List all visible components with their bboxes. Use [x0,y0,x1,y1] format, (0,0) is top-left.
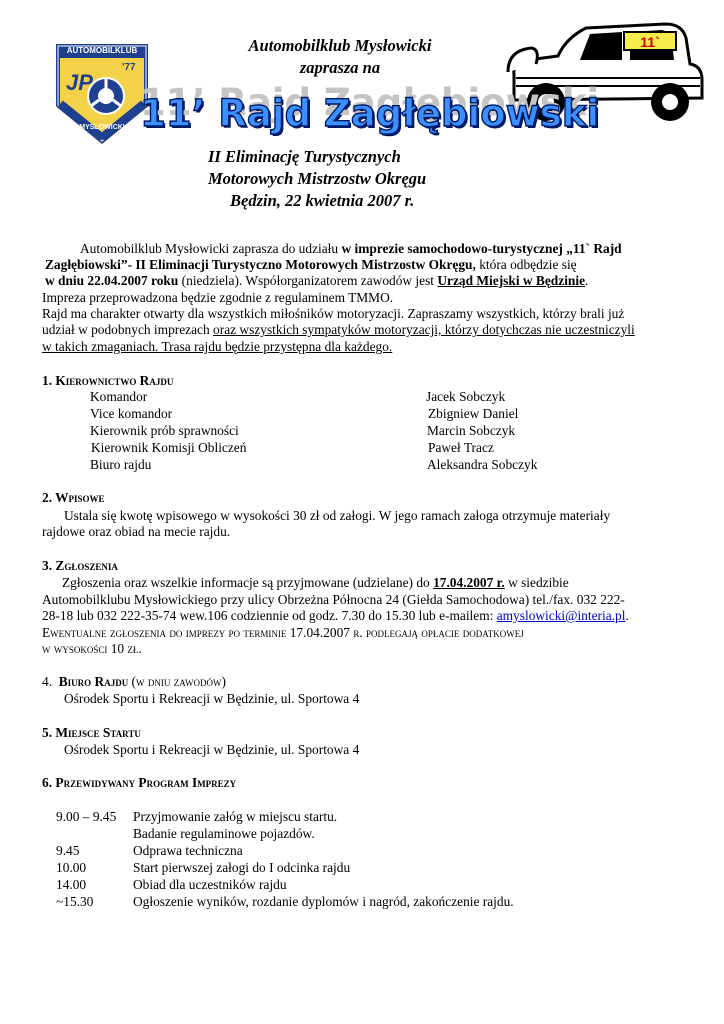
header-sub1: II Eliminację Turystycznych [208,147,401,166]
management-person: Marcin Sobczyk [427,423,516,438]
intro-text: która odbędzie się [475,257,577,272]
management-person: Jacek Sobczyk [426,389,506,404]
email-link[interactable]: amyslowicki@interia.pl [496,608,626,623]
schedule-activity: Badanie regulaminowe pojazdów. [133,826,315,841]
club-logo [56,44,148,144]
header-line2: zaprasza na [299,58,381,77]
intro-text: (niedziela). Współorganizatorem zawodów jest [178,273,438,288]
intro-line3 [45,272,588,289]
management-role: Vice komandor [90,406,173,421]
intro-date: w dniu 22.04.2007 roku [45,273,179,288]
schedule-activity: Ogłoszenie wyników, rozdanie dyplomów i nagród, zakończenie rajdu. [133,894,514,909]
schedule-activity: Przyjmowanie załóg w miejscu startu. [133,809,338,824]
section-2-heading: 2. Wpisowe [42,490,105,505]
schedule-activity: Start pierwszej załogi do I odcinka rajdu [133,860,351,875]
schedule-time: 14.00 [56,877,87,892]
schedule-time: 9.45 [56,843,80,858]
section-3-line1 [62,574,569,591]
logo-ring-text: MYSŁOWICKI [79,124,125,131]
management-role: Komandor [90,389,148,404]
intro-line7: w takich zmaganiach. Trasa rajdu będzie przystępna dla każdego. [42,339,393,354]
section-6-heading: 6. Przewidywany Program Imprezy [42,775,237,790]
header-sub2: Motorowych Mistrzostw Okręgu [208,169,427,188]
logo-year: '77 [122,62,136,73]
section-2-line2: rajdowe oraz obiad na mecie rajdu. [42,524,231,539]
section-3-line5: w wysokości 10 zł. [42,641,142,656]
co-organizer: Urząd Miejski w Będzinie [437,273,586,288]
section-4-title: Biuro Rajdu [58,674,129,689]
section-3-text: 28-18 lub 032 222-35-74 wew.106 codziennie od godz. 7.30 do 15.30 lub e-mailem: [42,608,497,623]
intro-text: udział w podobnych imprezach [42,322,214,337]
deadline-date: 17.04.2007 r. [433,575,505,590]
management-role: Kierownik prób sprawności [90,423,239,438]
intro-line1 [80,240,622,257]
intro-bold: Zagłębiowski”- II Eliminacji Turystyczno Motorowych Mistrzostw Okręgu, [45,257,476,272]
schedule-time: 9.00 – 9.45 [56,809,117,824]
management-role: Biuro rajdu [90,457,152,472]
section-3-heading: 3. Zgłoszenia [42,558,118,573]
intro-bold: w imprezie samochodowo-turystycznej „11` Rajd [341,241,622,256]
intro-underlined: oraz wszystkich sympatyków motoryzacji, którzy dotychczas nie uczestniczyli [213,322,635,337]
section-4-line1: Ośrodek Sportu i Rekreacji w Będzinie, ul. Sportowa 4 [64,691,360,706]
section-3-line4: Ewentualne zgłoszenia do imprezy po terminie 17.04.2007 r. podlegają opłacie dodatkowej [42,625,524,640]
intro-line6 [42,321,635,338]
section-3-line3 [42,607,629,624]
section-1-heading: 1. Kierownictwo Rajdu [42,373,174,388]
schedule-activity: Obiad dla uczestników rajdu [133,877,287,892]
section-3-line2: Automobilklubu Mysłowickiego przy ulicy Obrzeżna Północna 24 (Giełda Samochodowa) tel./fax. 032 222- [42,592,625,607]
schedule-time: 10.00 [56,860,87,875]
management-person: Aleksandra Sobczyk [427,457,538,472]
section-4-note: (w dniu zawodów) [128,674,226,689]
management-person: Zbigniew Daniel [428,406,519,421]
header-sub3: Będzin, 22 kwietnia 2007 r. [230,191,415,210]
schedule-activity: Odprawa techniczna [133,843,243,858]
section-4-number: 4. [42,674,59,689]
section-3-text: . [625,608,629,623]
section-4-heading [42,673,226,690]
schedule-time: ~15.30 [56,894,94,909]
section-2-line1: Ustala się kwotę wpisowego w wysokości 30 zł od załogi. W jego ramach załoga otrzymuje materiały [64,508,611,523]
car-badge: 11` [640,34,660,50]
management-role: Kierownik Komisji Obliczeń [91,440,247,455]
header-line1: Automobilklub Mysłowicki [248,36,432,55]
section-3-text: w siedzibie [504,575,569,590]
intro-line4: Impreza przeprowadzona będzie zgodnie z regulaminem TMMO. [42,290,394,305]
intro-text: Automobilklub Mysłowicki zaprasza do udziału [80,241,342,256]
event-title: 11’ Rajd Zagłębiowski [140,92,600,135]
intro-text: . [585,273,589,288]
logo-monogram: JP [66,70,93,95]
intro-line5: Rajd ma charakter otwarty dla wszystkich miłośników motoryzacji. Zapraszamy wszystkich, którzy brali już [42,306,625,321]
logo-top-text: AUTOMOBILKLUB [66,46,138,55]
section-5-heading: 5. Miejsce Startu [42,725,141,740]
management-person: Paweł Tracz [428,440,494,455]
intro-line2 [45,256,577,273]
section-5-line1: Ośrodek Sportu i Rekreacji w Będzinie, ul. Sportowa 4 [64,742,360,757]
section-3-text: Zgłoszenia oraz wszelkie informacje są przyjmowane (udzielane) do [62,575,434,590]
